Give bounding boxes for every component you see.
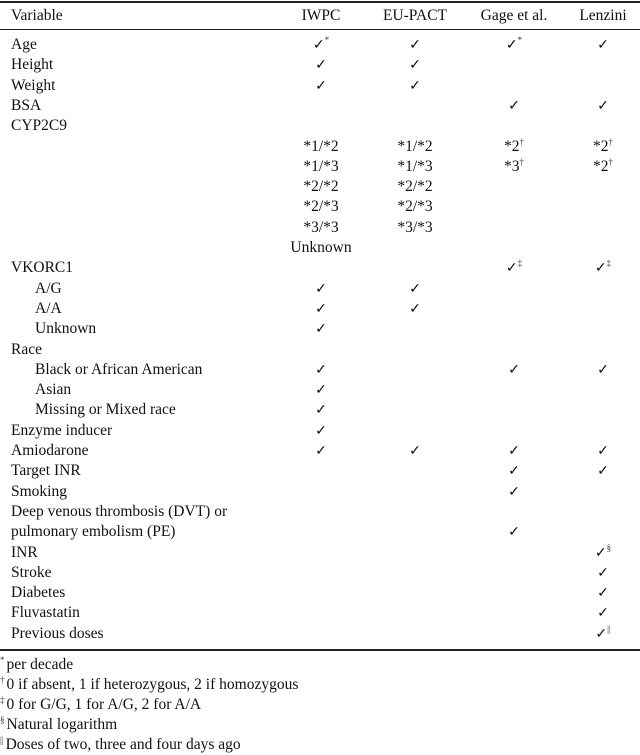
cell-lenzini bbox=[597, 583, 609, 604]
check-icon: ✓ bbox=[597, 464, 609, 480]
table-top-rule bbox=[0, 1, 640, 3]
check-icon: ✓ bbox=[505, 38, 518, 53]
variable-label: Amiodarone bbox=[11, 442, 89, 459]
cell-iwpc bbox=[303, 197, 338, 217]
cell-iwpc bbox=[315, 319, 327, 340]
footnote-mark: § bbox=[0, 715, 5, 725]
table-row bbox=[0, 96, 640, 116]
cell-lenzini bbox=[595, 258, 611, 279]
table-row bbox=[0, 319, 640, 339]
cell-lenzini bbox=[597, 441, 609, 462]
check-icon: ✓ bbox=[505, 261, 518, 277]
cell-gage bbox=[508, 482, 520, 503]
header-lenzini: Lenzini bbox=[579, 7, 627, 24]
cell-gage bbox=[508, 441, 520, 462]
cell-eu-pact bbox=[409, 279, 421, 300]
check-icon: ✓ bbox=[315, 322, 327, 338]
table-row bbox=[0, 258, 640, 278]
check-icon: ✓ bbox=[508, 484, 520, 500]
check-icon: ✓ bbox=[508, 98, 520, 114]
table-row bbox=[0, 177, 640, 197]
variable-label: pulmonary embolism (PE) bbox=[11, 523, 176, 541]
cell-value: *1/*2 bbox=[303, 137, 339, 155]
table-row bbox=[0, 563, 640, 583]
cell-iwpc bbox=[303, 177, 338, 197]
check-icon: ✓ bbox=[315, 301, 327, 317]
variable-label: CYP2C9 bbox=[11, 117, 67, 135]
table-row bbox=[0, 400, 640, 420]
table-row bbox=[0, 76, 640, 96]
footnote-text: Doses of two, three and four days ago bbox=[5, 736, 241, 753]
footnote-marker: || bbox=[607, 623, 611, 634]
cell-value: *3 bbox=[504, 157, 520, 175]
footnote bbox=[0, 695, 201, 715]
cell-iwpc bbox=[315, 299, 327, 320]
table-row bbox=[0, 279, 640, 299]
cell-value: *2 bbox=[593, 157, 609, 175]
header-eu-pact: EU-PACT bbox=[382, 7, 448, 24]
footnote-mark: ‡ bbox=[0, 695, 5, 705]
cell-gage bbox=[508, 96, 520, 117]
footnote-marker: ‡ bbox=[517, 258, 523, 269]
footnote-marker: § bbox=[606, 542, 612, 553]
variable-label: Weight bbox=[11, 76, 56, 94]
cell-lenzini bbox=[597, 603, 609, 624]
cell-iwpc bbox=[290, 238, 351, 258]
cell-iwpc bbox=[315, 76, 327, 97]
variable-label: Height bbox=[11, 56, 54, 74]
variable-label: Enzyme inducer bbox=[11, 421, 113, 439]
table-header-row bbox=[0, 6, 640, 26]
cell-eu-pact bbox=[409, 441, 421, 462]
footnote-mark: || bbox=[0, 735, 4, 745]
cell-eu-pact bbox=[397, 218, 432, 238]
cell-gage bbox=[508, 461, 520, 482]
table-row bbox=[0, 441, 640, 461]
cell-eu-pact bbox=[409, 35, 421, 56]
check-icon: ✓ bbox=[595, 626, 608, 642]
cell-gage bbox=[508, 522, 520, 543]
table-row bbox=[0, 35, 640, 55]
cell-eu-pact bbox=[397, 157, 432, 177]
cell-value: *2 bbox=[504, 137, 520, 155]
cell-value: *1/*3 bbox=[303, 157, 339, 175]
variable-label: A/G bbox=[35, 279, 62, 297]
check-icon: ✓ bbox=[409, 78, 421, 94]
table-header-rule bbox=[0, 29, 640, 30]
table-row bbox=[0, 461, 640, 481]
cell-value: *2/*3 bbox=[303, 198, 339, 216]
cell-lenzini bbox=[597, 563, 609, 584]
cell-value: *2/*2 bbox=[397, 178, 433, 196]
cell-eu-pact bbox=[409, 299, 421, 320]
table-row bbox=[0, 340, 640, 360]
variable-label: Unknown bbox=[35, 320, 97, 338]
check-icon: ✓ bbox=[315, 78, 327, 94]
check-icon: ✓ bbox=[594, 261, 607, 277]
variable-label: Fluvastatin bbox=[11, 604, 80, 622]
check-icon: ✓ bbox=[409, 281, 421, 297]
check-icon: ✓ bbox=[597, 98, 609, 114]
cell-iwpc bbox=[315, 441, 327, 462]
cell-value: *3/*3 bbox=[397, 218, 433, 236]
variable-label: Missing or Mixed race bbox=[35, 401, 176, 419]
cell-value: *1/*2 bbox=[397, 137, 433, 155]
cell-eu-pact bbox=[397, 137, 432, 157]
table-row bbox=[0, 299, 640, 319]
cell-lenzini bbox=[593, 157, 613, 177]
check-icon: ✓ bbox=[315, 281, 327, 297]
variable-label: Age bbox=[11, 36, 37, 53]
check-icon: ✓ bbox=[315, 444, 327, 459]
table-row bbox=[0, 238, 640, 258]
cell-value: Unknown bbox=[290, 239, 352, 256]
variable-label: A/A bbox=[35, 299, 62, 317]
cell-iwpc bbox=[315, 421, 327, 442]
footnote-marker: † bbox=[608, 156, 613, 167]
table-row bbox=[0, 116, 640, 136]
footnote bbox=[0, 675, 298, 695]
check-icon: ✓ bbox=[312, 38, 325, 53]
cell-iwpc bbox=[315, 380, 327, 401]
check-icon: ✓ bbox=[315, 403, 327, 419]
table-row bbox=[0, 624, 640, 644]
footnote-marker: † bbox=[519, 156, 524, 167]
footnote-text: 0 if absent, 1 if heterozygous, 2 if homozygous bbox=[6, 676, 299, 693]
cell-lenzini bbox=[595, 624, 610, 645]
check-icon: ✓ bbox=[597, 38, 609, 53]
cell-eu-pact bbox=[409, 55, 421, 76]
variable-label: INR bbox=[11, 543, 38, 561]
cell-eu-pact bbox=[409, 76, 421, 97]
table-row bbox=[0, 603, 640, 623]
cell-iwpc bbox=[303, 157, 338, 177]
cell-iwpc bbox=[303, 218, 338, 238]
table-bottom-rule bbox=[0, 649, 640, 651]
check-icon: ✓ bbox=[409, 58, 421, 74]
cell-iwpc bbox=[313, 35, 329, 56]
footnote-marker: ‡ bbox=[606, 258, 612, 269]
table-row bbox=[0, 197, 640, 217]
check-icon: ✓ bbox=[315, 58, 327, 74]
variable-label: VKORC1 bbox=[11, 259, 74, 277]
check-icon: ✓ bbox=[508, 444, 520, 459]
variable-label: Asian bbox=[35, 381, 72, 399]
cell-lenzini bbox=[597, 461, 609, 482]
cell-value: *2/*3 bbox=[397, 198, 433, 216]
cell-lenzini bbox=[595, 543, 611, 564]
footnote-mark: † bbox=[0, 675, 5, 685]
table-row bbox=[0, 482, 640, 502]
cell-eu-pact bbox=[397, 197, 432, 217]
check-icon: ✓ bbox=[597, 444, 609, 459]
check-icon: ✓ bbox=[315, 423, 327, 439]
cell-gage bbox=[506, 258, 522, 279]
check-icon: ✓ bbox=[597, 606, 609, 622]
check-icon: ✓ bbox=[508, 362, 520, 378]
cell-lenzini bbox=[593, 137, 613, 157]
footnote-text: 0 for G/G, 1 for A/G, 2 for A/A bbox=[6, 696, 202, 713]
check-icon: ✓ bbox=[594, 545, 607, 561]
variable-label: Black or African American bbox=[35, 360, 203, 378]
check-icon: ✓ bbox=[409, 38, 421, 53]
check-icon: ✓ bbox=[597, 586, 609, 602]
footnote-text: Natural logarithm bbox=[6, 716, 118, 733]
table-row bbox=[0, 502, 640, 522]
variable-label: Race bbox=[11, 340, 42, 358]
variable-label: Stroke bbox=[11, 563, 52, 581]
cell-iwpc bbox=[315, 360, 327, 381]
cell-iwpc bbox=[315, 55, 327, 76]
footnote-marker: * bbox=[324, 35, 330, 45]
cell-iwpc bbox=[315, 400, 327, 421]
table-row bbox=[0, 157, 640, 177]
footnote-marker: † bbox=[519, 136, 524, 147]
check-icon: ✓ bbox=[508, 464, 520, 480]
cell-value: *3/*3 bbox=[303, 218, 339, 236]
footnote-mark: * bbox=[0, 655, 5, 665]
footnote-text: per decade bbox=[6, 656, 74, 673]
check-icon: ✓ bbox=[315, 383, 327, 399]
check-icon: ✓ bbox=[597, 362, 609, 378]
cell-lenzini bbox=[597, 35, 609, 56]
header-gage: Gage et al. bbox=[480, 7, 548, 24]
cell-gage bbox=[506, 35, 522, 56]
variable-label: Smoking bbox=[11, 482, 67, 500]
table-row bbox=[0, 137, 640, 157]
variable-label: Target INR bbox=[11, 462, 81, 480]
header-iwpc: IWPC bbox=[301, 7, 341, 24]
check-icon: ✓ bbox=[597, 565, 609, 581]
check-icon: ✓ bbox=[508, 525, 520, 541]
table-row bbox=[0, 55, 640, 75]
cell-gage bbox=[508, 360, 520, 381]
footnote bbox=[0, 655, 73, 675]
table-row bbox=[0, 380, 640, 400]
table-row bbox=[0, 583, 640, 603]
variable-label: Previous doses bbox=[11, 624, 104, 642]
check-icon: ✓ bbox=[315, 362, 327, 378]
cell-value: *1/*3 bbox=[397, 157, 433, 175]
footnote bbox=[0, 735, 241, 755]
header-variable: Variable bbox=[11, 7, 63, 24]
cell-lenzini bbox=[597, 360, 609, 381]
variable-label: Deep venous thrombosis (DVT) or bbox=[11, 502, 228, 520]
table-row bbox=[0, 421, 640, 441]
cell-eu-pact bbox=[397, 177, 432, 197]
footnote-marker: * bbox=[517, 35, 523, 45]
cell-gage bbox=[504, 137, 524, 157]
footnote bbox=[0, 715, 117, 735]
table-row bbox=[0, 543, 640, 563]
cell-iwpc bbox=[315, 279, 327, 300]
cell-lenzini bbox=[597, 96, 609, 117]
variable-label: Diabetes bbox=[11, 584, 66, 602]
check-icon: ✓ bbox=[409, 444, 421, 459]
table-row bbox=[0, 360, 640, 380]
table-row bbox=[0, 522, 640, 542]
check-icon: ✓ bbox=[409, 301, 421, 317]
variable-label: BSA bbox=[11, 96, 42, 114]
cell-value: *2 bbox=[593, 137, 609, 155]
footnote-marker: † bbox=[608, 136, 613, 147]
cell-iwpc bbox=[303, 137, 338, 157]
table-row bbox=[0, 218, 640, 238]
cell-gage bbox=[504, 157, 524, 177]
cell-value: *2/*2 bbox=[303, 178, 339, 196]
